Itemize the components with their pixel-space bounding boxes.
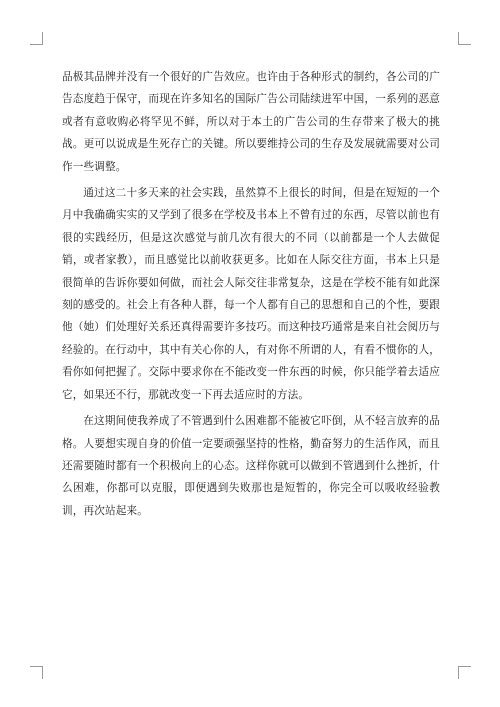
paragraph-perseverance: 在这期间使我养成了不管遇到什么困难都不能被它吓倒，从不轻言放弃的品格。人要想实现自身的价值一定要顽强坚持的性格，勤奋努力的生活作风，而且还需要随时都有一个积极向上的心态。这样你就可以做到不管遇到什么挫折，什么困难，你都可以克服，即便遇到失败那也是短暂的，你完全可以吸收经验教训，再次站起来。 — [62, 415, 440, 517]
crop-mark-bottom-right — [458, 666, 471, 679]
paragraph-continuation: 品极其品牌并没有一个很好的广告效应。也许由于各种形式的制约，各公司的广告态度趋于保守，而现在许多知名的国际广告公司陆续进军中国，一系列的恶意或者有意收购必将罕见不鲜，所以对于本土的广告公司的生存带来了极大的挑战。更可以说成是生死存亡的关键。所以要维持公司的生存及发展就需要对公司作一些调整。 — [62, 71, 440, 173]
crop-mark-top-left — [30, 32, 43, 45]
crop-mark-top-right — [458, 32, 471, 45]
document-body — [62, 66, 440, 522]
paragraph-social-practice: 通过这二十多天来的社会实践，虽然算不上很长的时间，但是在短短的一个月中我确确实实的又学到了很多在学校及书本上不曾有过的东西，尽管以前也有很的实践经历，但是这次感觉与前几次有很大的不同（以前都是一个人去做促销，或者家教），而且感觉比以前收获更多。比如在人际交往方面，书本上只是很简单的告诉你要如何做，而社会人际交往非常复杂，这是在学校不能有如此深刻的感受的。社会上有各种人群，每一个人都有自己的思想和自己的个性，要跟他（她）们处理好关系还真得需要许多技巧。而这种技巧通常是来自社会阅历与经验的。在行动中，其中有关心你的人，有对你不所谓的人，有看不惯你的人，看你如何把握了。交际中要求你在不能改变一件东西的时候，你只能学着去适应它，如果还不行，那就改变一下再去适应时的方法。 — [62, 187, 440, 401]
crop-mark-bottom-left — [30, 666, 43, 679]
